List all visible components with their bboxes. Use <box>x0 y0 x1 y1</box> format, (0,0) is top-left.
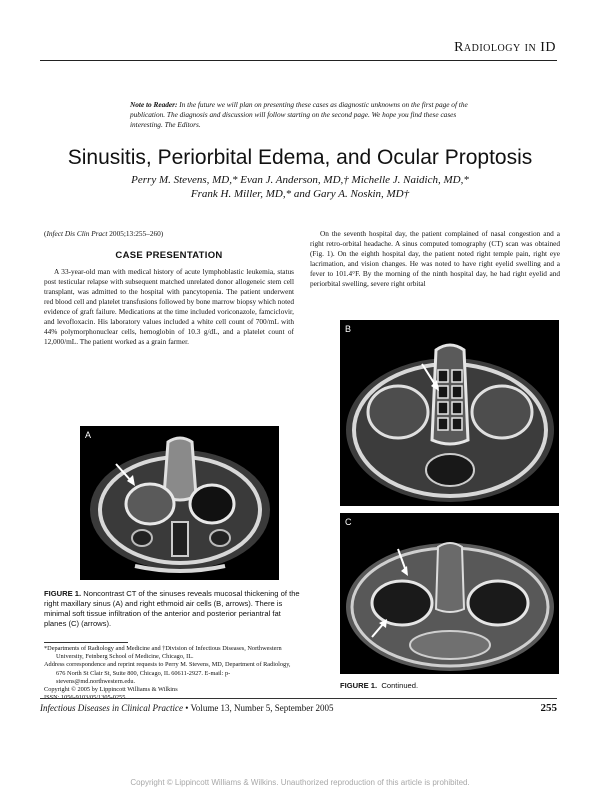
ct-image-panel-c <box>340 513 559 674</box>
ct-image-panel-b <box>340 320 559 506</box>
note-text: In the future we will plan on presenting these cases as diagnostic unknowns on the first page of the publication. The diagnosis and discussion will follow starting on the second page. We hope you find these cases interesting. The Editors. <box>130 100 468 129</box>
copyright-notice: Copyright © Lippincott Williams & Wilkins. Unauthorized reproduction of this article is prohibited. <box>130 778 470 787</box>
journal-footer <box>40 703 480 713</box>
header-rule <box>40 60 557 61</box>
case-paragraph-left: A 33-year-old man with medical history of acute lymphoblastic leukemia, status post testicular relapse with subsequent matched unrelated donor allogeneic stem cell transplant, was admitted to the hospital with pancytopenia. The patient underwent red blood cell and platelet transfusions followed by bone marrow biopsy which noted evidence of graft failure. Medications at the time included voriconazole, famciclovir, and levofloxacin. His laboratory values included a white cell count of 700/mL with 44% polymorphonuclear cells, hemoglobin of 10.3 g/dL, and a platelet count of 12,000/mL. The patient worked as a grain farmer. <box>44 267 294 346</box>
section-header-text: Radiology in ID <box>454 40 556 55</box>
figure-caption <box>44 589 300 629</box>
authors-line-2: Frank H. Miller, MD,* and Gary A. Noskin, MD† <box>190 188 410 200</box>
citation-journal: Infect Dis Clin Pract <box>46 229 108 238</box>
footnotes <box>44 645 300 702</box>
section-header <box>0 40 556 56</box>
page-number: 255 <box>540 702 557 714</box>
citation-open: ( <box>44 229 47 238</box>
figure-caption-label: FIGURE 1. <box>44 589 82 598</box>
footnote-copyright: Copyright © 2005 by Lippincott Williams & Wilkins <box>44 686 178 694</box>
case-paragraph-right: On the seventh hospital day, the patient complained of nasal congestion and a right retro-orbital headache. A sinus computed tomography (CT) scan was obtained (Fig. 1). On the eighth hospital day, the patient noted right temple pain, right eye lacrimation, and vision changes. He was noted to have right eyelid swelling and a fever to 101.4°F. By the morning of the ninth hospital day, he had right eyelid and periorbital swelling, severe right orbital <box>310 229 560 288</box>
author-list <box>100 173 500 201</box>
figure-continued-caption <box>340 681 560 690</box>
footnote-issn: ISSN: 1056-9103/05/1305-0255 <box>44 694 126 702</box>
ct-scan-b-graphic <box>340 320 559 506</box>
ct-scan-c-graphic <box>340 513 559 674</box>
journal-issue: • Volume 13, Number 5, September 2005 <box>182 703 334 713</box>
footnote-correspondence: Address correspondence and reprint requests to Perry M. Stevens, MD, Department of Radiology, 676 North St Clair St, Suite 800, Chicago, IL 60611-2927. E-mail: p-stevens@md.northwestern.edu. <box>44 661 291 685</box>
panel-label-a: A <box>85 430 92 440</box>
figure-continued-text: Continued. <box>381 681 419 690</box>
note-lead: Note to Reader: <box>130 100 178 109</box>
footer-rule <box>40 698 557 699</box>
ct-scan-a-graphic <box>80 426 279 580</box>
figure-continued-label: FIGURE 1. <box>340 681 378 690</box>
panel-label-c: C <box>345 517 352 527</box>
authors-line-1: Perry M. Stevens, MD,* Evan J. Anderson, MD,† Michelle J. Naidich, MD,* <box>131 174 469 186</box>
ct-image-panel-a <box>80 426 279 580</box>
footnote-affiliations: *Departments of Radiology and Medicine and †Division of Infectious Diseases, Northwestern University, Feinberg School of Medicine, Chicago, IL. <box>44 645 282 661</box>
case-presentation-heading: CASE PRESENTATION <box>115 250 223 261</box>
footnote-rule <box>44 642 128 643</box>
panel-label-b: B <box>345 324 352 334</box>
citation-volume: 2005;13:255–260) <box>107 229 164 238</box>
citation <box>44 229 294 238</box>
article-title: Sinusitis, Periorbital Edema, and Ocular Proptosis <box>67 146 533 169</box>
figure-caption-text: Noncontrast CT of the sinuses reveals mucosal thickening of the right maxillary sinus (A) and right ethmoid air cells (B, arrows). There is minimal soft tissue infiltration of the anterior and posterior periantral fat planes (C) (arrows). <box>44 589 300 628</box>
note-to-reader <box>130 100 470 130</box>
journal-name: Infectious Diseases in Clinical Practice <box>40 703 183 713</box>
